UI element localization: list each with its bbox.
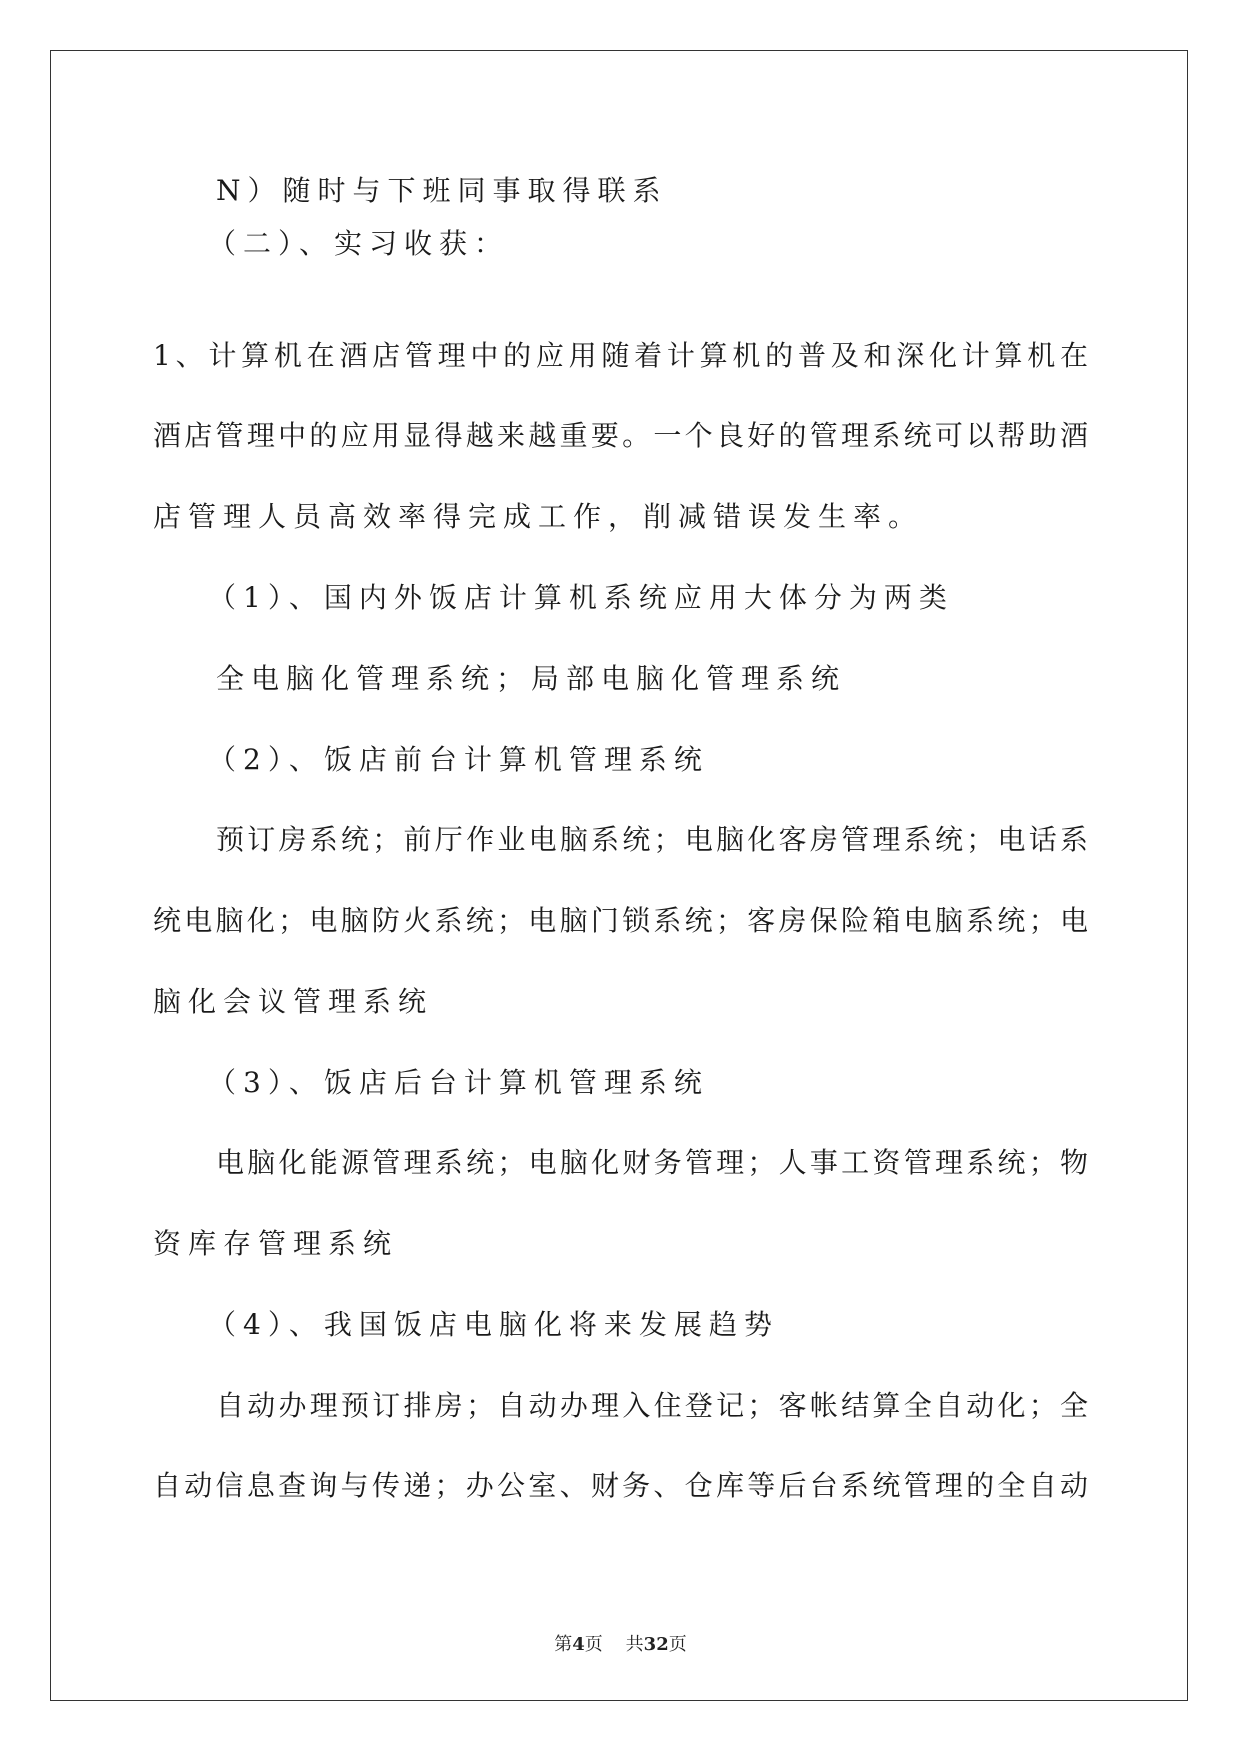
paragraph-line: 自动信息查询与传递；办公室、财务、仓库等后台系统管理的全自动: [153, 1469, 1088, 1502]
text-line: N）随时与下班同事取得联系: [216, 174, 668, 207]
page-border: [50, 50, 1188, 1701]
paragraph-line: 预订房系统；前厅作业电脑系统；电脑化客房管理系统；电话系: [216, 823, 1088, 856]
paragraph-line: 酒店管理中的应用显得越来越重要。一个良好的管理系统可以帮助酒: [153, 419, 1088, 452]
total-prefix: 共: [625, 1634, 644, 1655]
subheading: （2）、饭店前台计算机管理系统: [208, 743, 709, 776]
text-line: 全电脑化管理系统；局部电脑化管理系统: [216, 662, 847, 695]
subheading: （3）、饭店后台计算机管理系统: [208, 1066, 709, 1099]
paragraph-line: 自动办理预订排房；自动办理入住登记；客帐结算全自动化；全: [216, 1389, 1088, 1422]
section-heading: （二）、实习收获：: [208, 227, 510, 260]
subheading: （1）、国内外饭店计算机系统应用大体分为两类: [208, 581, 954, 614]
page-prefix: 第: [554, 1634, 573, 1655]
paragraph-line: 资库存管理系统: [153, 1227, 399, 1260]
paragraph-line: 1、计算机在酒店管理中的应用随着计算机的普及和深化计算机在: [153, 339, 1088, 372]
total-pages: 32: [643, 1634, 669, 1655]
page-suffix: 页: [584, 1634, 603, 1655]
total-suffix: 页: [668, 1634, 687, 1655]
paragraph-line: 店管理人员高效率得完成工作，削减错误发生率。: [153, 500, 924, 533]
paragraph-line: 统电脑化；电脑防火系统；电脑门锁系统；客房保险箱电脑系统；电: [153, 904, 1088, 937]
paragraph-line: 脑化会议管理系统: [153, 985, 434, 1018]
subheading: （4）、我国饭店电脑化将来发展趋势: [208, 1308, 779, 1341]
page-number: 4: [572, 1634, 585, 1655]
paragraph-line: 电脑化能源管理系统；电脑化财务管理；人事工资管理系统；物: [216, 1146, 1088, 1179]
page-footer: [0, 1633, 1241, 1657]
